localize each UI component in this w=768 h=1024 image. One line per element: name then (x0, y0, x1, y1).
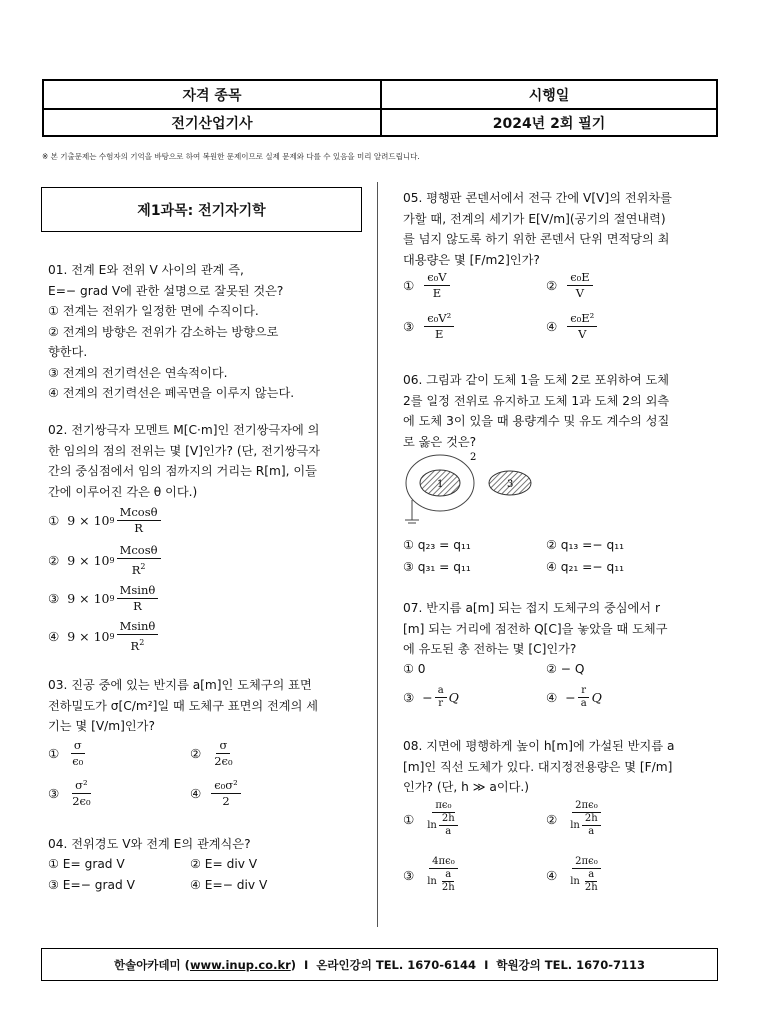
col1-value: 전기산업기사 (171, 115, 253, 132)
option-2: ② 9 × 10 9 $\frac{Mcos\theta}{R^2}$ (48, 543, 163, 578)
question-text: 기는 몇 [V/m]인가? (48, 719, 155, 733)
option-2: ② 전계의 방향은 전위가 감소하는 방향으로 (48, 324, 279, 339)
option-3: ③ 전계의 전기력선은 연속적이다. (48, 365, 228, 380)
option-4: ④ q₂₁ =− q₁₁ (546, 560, 624, 574)
option-2-cont: 향한다. (48, 345, 88, 359)
col2-value: 2024년 2회 필기 (492, 115, 606, 132)
option-3: ③ 4πϵ₀ ln $\frac{a}{2h}$ (403, 856, 465, 894)
option-2: ② − Q (546, 662, 585, 676)
column-divider (377, 182, 378, 927)
footer-online-phone: 온라인강의 TEL. 1670-6144 (316, 957, 477, 972)
footer-url-link[interactable]: www.inup.co.kr (189, 957, 291, 972)
option-1: ① πϵ₀ ln $\frac{2h}{a}$ (403, 800, 465, 838)
question-04 (48, 834, 251, 855)
option-4: ④ $\frac{\text{ϵ₀E²}}{V}$ (546, 311, 599, 342)
question-text: 에 유도된 총 전하는 몇 [C]인가? (403, 642, 577, 656)
option-1: ① 전계는 전위가 일정한 면에 수직이다. (48, 304, 259, 318)
option-2: ② q₁₃ =− q₁₁ (546, 538, 624, 552)
option-4: ④ 2πϵ₀ ln $\frac{a}{2h}$ (546, 856, 608, 894)
question-text: 03. 진공 중에 있는 반지름 a[m]인 도체구의 표면 (48, 678, 312, 692)
footer-separator: I (304, 957, 309, 972)
option-1: ① 0 (403, 662, 426, 676)
question-text: 간에 이루어진 각은 θ 이다.) (48, 484, 198, 499)
question-01 (48, 260, 294, 404)
footer-bar: 한솔아카데미 ( www.inup.co.kr ) I 온라인강의 TEL. 1670-6144 I 학원강의 TEL. 1670-7113 (41, 948, 718, 981)
option-3: ③ $\frac{\text{σ²}}{\text{2ϵ₀}}$ (48, 778, 91, 808)
option-2: ② E= div V (190, 857, 258, 871)
question-06 (403, 370, 669, 452)
question-03 (48, 675, 318, 737)
question-text: 대용량은 몇 [F/m2]인가? (403, 252, 540, 267)
label-3: 3 (507, 479, 514, 490)
question-text: 로 옳은 것은? (403, 434, 477, 449)
footer-academy-phone: 학원강의 TEL. 1670-7113 (496, 957, 645, 972)
option-1: ① $\frac{\sigma}{\text{ϵ₀}}$ (48, 738, 84, 768)
question-text: 를 넘지 않도록 하기 위한 콘덴서 단위 면적당의 최 (403, 232, 670, 246)
option-3: ③ E=− grad V (48, 878, 135, 892)
question-07 (403, 598, 667, 660)
question-text: 2를 일정 전위로 유지하고 도체 1과 도체 2의 외측 (403, 393, 670, 408)
label-1: 1 (437, 479, 444, 490)
option-4: ④ $\frac{\text{ϵ₀σ²}}{2}$ (190, 778, 243, 809)
question-08 (403, 736, 674, 798)
option-3: ③ 9 × 10 9 $\frac{Msin\theta}{R}$ (48, 583, 160, 614)
notice-text: ※ 본 기출문제는 수험자의 기억을 바탕으로 하여 복원한 문제이므로 실제 문제와 다를 수 있음을 미리 알려드립니다. (42, 152, 420, 161)
question-text: 02. 전기쌍극자 모멘트 M[C·m]인 전기쌍극자에 의 (48, 423, 320, 437)
col2-label: 시행일 (528, 87, 570, 104)
question-text: 가할 때, 전계의 세기가 E[V/m](공기의 절연내력) (403, 211, 666, 226)
conductor-figure (400, 448, 550, 530)
option-4: ④ E=− div V (190, 878, 268, 892)
question-text: 05. 평행판 콘덴서에서 전극 간에 V[V]의 전위차를 (403, 191, 672, 205)
question-05 (403, 188, 672, 270)
subject-title: 제1과목: 전기자기학 (41, 187, 362, 232)
option-2: ② $\frac{\sigma}{\text{2ϵ₀}}$ (190, 738, 233, 768)
label-2: 2 (470, 452, 477, 463)
option-3: ③ $\frac{\text{ϵ₀V²}}{E}$ (403, 311, 456, 342)
question-text: 06. 그림과 같이 도체 1을 도체 2로 포위하여 도체 (403, 373, 670, 387)
question-text: E=− grad V에 관한 설명으로 잘못된 것은? (48, 283, 284, 298)
option-1: ① $\frac{\text{ϵ₀V}}{E}$ (403, 270, 452, 301)
header-table (42, 79, 718, 137)
question-text: 04. 전위경도 V와 전계 E의 관계식은? (48, 837, 251, 851)
question-text: 08. 지면에 평행하게 높이 h[m]에 가설된 반지름 a (403, 739, 675, 753)
question-text: [m]인 직선 도체가 있다. 대지정전용량은 몇 [F/m] (403, 759, 673, 774)
option-1: ① 9 × 10 9 $\frac{Mcos\theta}{R}$ (48, 505, 163, 536)
question-text: 전하밀도가 σ[C/m²]일 때 도체구 표면의 전계의 세 (48, 698, 318, 713)
option-2: ② $\frac{\text{ϵ₀E}}{V}$ (546, 270, 595, 301)
footer-separator: I (484, 957, 489, 972)
question-text: 인가? (단, h ≫ a이다.) (403, 780, 530, 794)
option-4: ④ − $\frac{r}{a}$ Q (546, 685, 602, 709)
option-3: ③ − $\frac{a}{r}$ Q (403, 685, 459, 709)
option-2: ② 2πϵ₀ ln $\frac{2h}{a}$ (546, 800, 608, 838)
option-4: ④ 전계의 전기력선은 폐곡면을 이루지 않는다. (48, 386, 295, 400)
option-4: ④ 9 × 10 9 $\frac{Msin\theta}{R^2}$ (48, 619, 160, 654)
question-text: 01. 전계 E와 전위 V 사이의 관계 즉, (48, 263, 244, 277)
option-3: ③ q₃₁ = q₁₁ (403, 560, 471, 574)
question-text: 07. 반지름 a[m] 되는 접지 도체구의 중심에서 r (403, 601, 660, 615)
question-text: [m] 되는 거리에 점전하 Q[C]을 놓았을 때 도체구 (403, 621, 668, 636)
question-text: 간의 중심점에서 임의 점까지의 거리는 R[m], 이들 (48, 464, 317, 478)
option-1: ① E= grad V (48, 857, 125, 871)
footer-org: 한솔아카데미 (114, 957, 181, 972)
option-1: ① q₂₃ = q₁₁ (403, 538, 471, 552)
question-text: 한 임의의 점의 전위는 몇 [V]인가? (단, 전기쌍극자 (48, 443, 320, 458)
question-02 (48, 420, 320, 502)
col1-label: 자격 종목 (182, 87, 242, 104)
question-text: 에 도체 3이 있을 때 용량계수 및 유도 계수의 성질 (403, 414, 670, 428)
